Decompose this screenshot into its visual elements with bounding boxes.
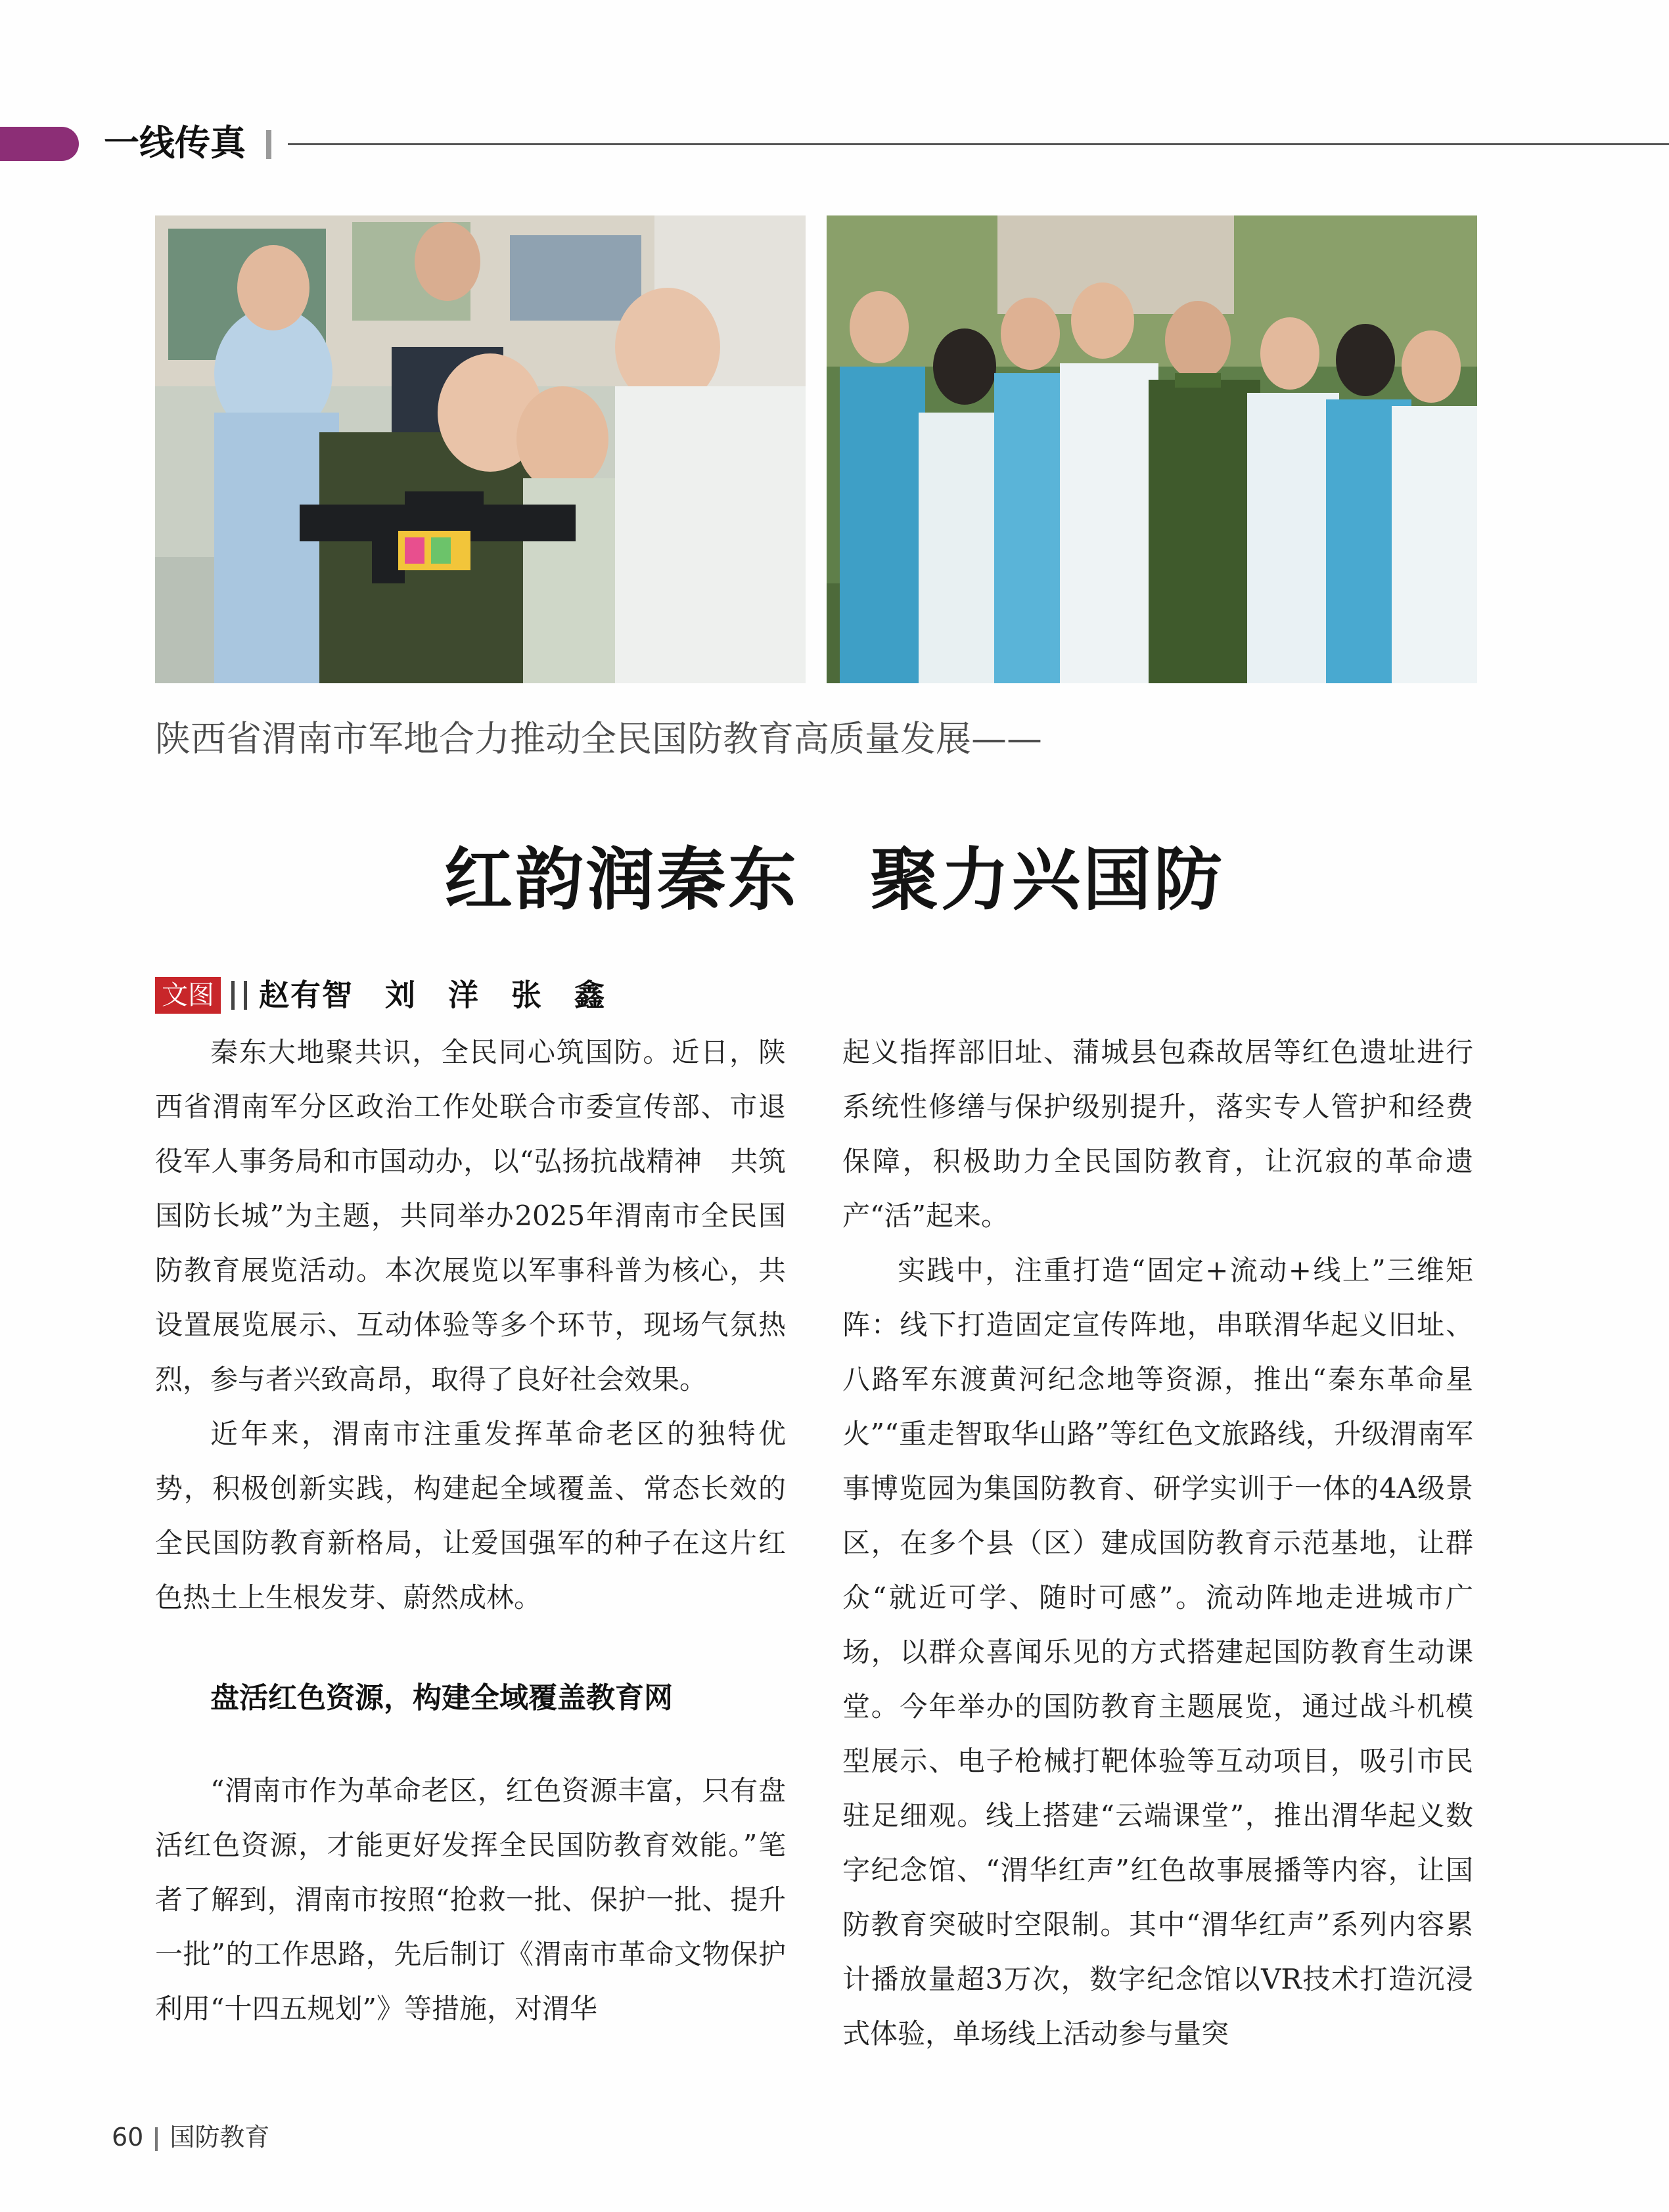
header-rule xyxy=(288,143,1669,145)
footer-separator xyxy=(155,2127,158,2151)
byline-separator xyxy=(231,981,235,1010)
section-separator xyxy=(266,130,271,159)
page-number: 60 xyxy=(112,2123,144,2152)
magazine-name: 国防教育 xyxy=(170,2123,270,2152)
page-footer xyxy=(112,2119,269,2156)
paragraph: 近年来，渭南市注重发挥革命老区的独特优势，积极创新实践，构建起全域覆盖、常态长效的全民国防教育新格局，让爱国强军的种子在这片红色热土上生根发芽、蔚然成林。 xyxy=(155,1418,786,1614)
paragraph: 起义指挥部旧址、蒲城县包森故居等红色遗址进行系统性修缮与保护级别提升，落实专人管护和经费保障，积极助力全民国防教育，让沉寂的革命遗产“活”起来。 xyxy=(842,1036,1473,1232)
paragraph: 实践中，注重打造“固定+流动+线上”三维矩阵：线下打造固定宣传阵地，串联渭华起义旧址、八路军东渡黄河纪念地等资源，推出“秦东革命星火”“重走智取华山路”等红色文旅路线，升级渭南军事博览园为集国防教育、研学实训于一体的4A级景区，在多个县（区）建成国防教育示范基地，让群众“就近可学、随时可感”。流动阵地走进城市广场，以群众喜闻乐见的方式搭建起国防教育生动课堂。今年举办的国防教育主题展览，通过战斗机模型展示、电子枪械打靶体验等互动项目，吸引市民驻足细观。线上搭建“云端课堂”，推出渭华起义数字纪念馆、“渭华红声”红色故事展播等内容，让国防教育突破时空限制。其中“渭华红声”系列内容累计播放量超3万次，数字纪念馆以VR技术打造沉浸式体验，单场线上活动参与量突 xyxy=(842,1254,1473,2050)
paragraph: “渭南市作为革命老区，红色资源丰富，只有盘活红色资源，才能更好发挥全民国防教育效能。”笔者了解到，渭南市按照“抢救一批、保护一批、提升一批”的工作思路，先后制订《渭南市革命文物保护利用“十四五规划”》等措施，对渭华 xyxy=(155,1774,786,2025)
byline xyxy=(155,975,606,1014)
section-tab-marker xyxy=(0,127,79,161)
article-subtitle: 陕西省渭南市军地合力推动全民国防教育高质量发展—— xyxy=(155,718,1042,759)
section-title: 一线传真 xyxy=(104,122,246,164)
byline-separator xyxy=(244,981,247,1010)
byline-authors: 赵有智 刘 洋 张 鑫 xyxy=(259,977,606,1013)
article-title: 红韵润秦东 聚力兴国防 xyxy=(444,840,1225,920)
exhibition-photo xyxy=(155,215,806,683)
students-veteran-photo xyxy=(827,215,1477,683)
right-column xyxy=(842,1025,1473,2061)
section-heading: 盘活红色资源，构建全域覆盖教育网 xyxy=(210,1681,673,1715)
byline-tag: 文图 xyxy=(155,977,221,1014)
paragraph: 秦东大地聚共识，全民同心筑国防。近日，陕西省渭南军分区政治工作处联合市委宣传部、市退役军人事务局和市国动办，以“弘扬抗战精神 共筑国防长城”为主题，共同举办2025年渭南市全民国防教育展览活动。本次展览以军事科普为核心，共设置展览展示、互动体验等多个环节，现场气氛热烈，参与者兴致高昂，取得了良好社会效果。 xyxy=(155,1036,786,1395)
left-column xyxy=(155,1025,786,2036)
